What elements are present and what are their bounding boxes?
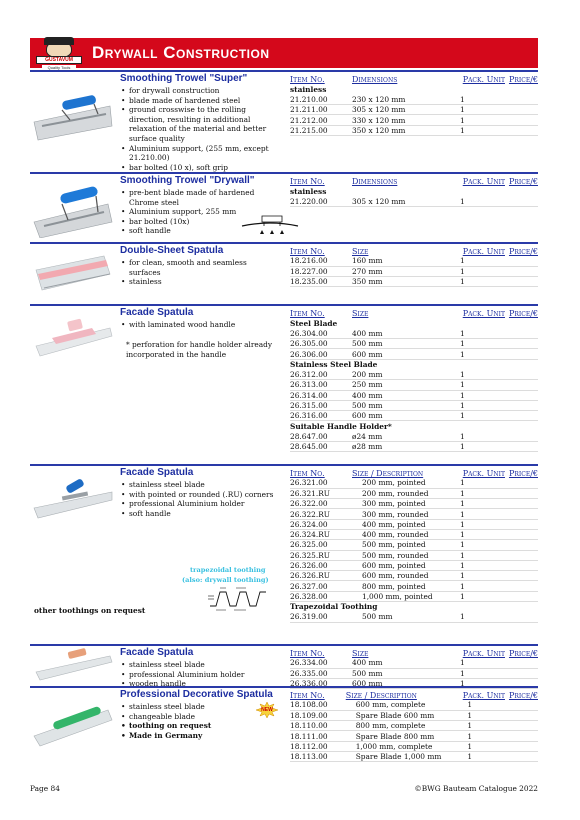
item-size: 300 mm, pointed — [352, 499, 434, 509]
product-section-facade-spatula-wooden — [30, 644, 538, 689]
feature-list — [120, 86, 278, 172]
column-header — [434, 246, 538, 256]
double-sheet-spatula-image — [32, 252, 114, 298]
handle-note: * perforation for handle holder already incorporated in the handle — [126, 340, 273, 359]
pack-unit: 1 — [434, 339, 538, 349]
item-number: 18.110.00 — [290, 721, 346, 731]
product-title: Smoothing Trowel "Super" — [120, 73, 248, 84]
item-number: 26.326.RU — [290, 571, 352, 581]
item-size: 1,000 mm, pointed — [352, 591, 434, 601]
item-size: 800 mm, complete — [346, 721, 442, 731]
column-header: Size — [352, 246, 369, 256]
item-size: 500 mm — [352, 339, 434, 349]
item-number: 26.316.00 — [290, 411, 352, 421]
column-header-price: Price/€ — [508, 74, 538, 84]
table-row — [290, 442, 538, 452]
pack-unit: 1 — [441, 721, 538, 731]
item-size: 300 mm, rounded — [352, 509, 434, 519]
item-size: 400 mm, pointed — [352, 519, 434, 529]
column-header — [434, 74, 538, 84]
table-row — [290, 400, 538, 410]
spec-table-header — [290, 176, 538, 186]
pack-unit: 1 — [441, 710, 538, 720]
product-section-facade-spatula-aluminium — [30, 464, 538, 644]
table-row — [290, 550, 538, 560]
column-header: Item No. — [290, 308, 325, 318]
pack-unit: 1 — [434, 400, 538, 410]
facade-spatula-wooden-image — [32, 648, 114, 686]
column-header: Item No. — [290, 690, 325, 700]
column-header-price: Price/€ — [508, 648, 538, 658]
table-row — [290, 196, 538, 206]
trapezoidal-toothing-diagram — [206, 586, 270, 612]
item-size: 600 mm — [352, 679, 434, 689]
product-title: Facade Spatula — [120, 467, 194, 478]
table-row — [290, 380, 538, 390]
facade-spatula-wood-image — [32, 316, 114, 368]
pack-unit: 1 — [441, 700, 538, 710]
pack-unit: 1 — [434, 509, 538, 519]
item-size: Spare Blade 600 mm — [346, 710, 442, 720]
table-row — [290, 751, 538, 761]
product-title: Professional Decorative Spatula — [120, 689, 273, 700]
facade-spatula-aluminium-image — [32, 476, 114, 528]
item-size: 200 mm — [352, 369, 434, 379]
table-row — [290, 390, 538, 400]
subgroup-label: stainless — [290, 186, 327, 196]
feature-list — [120, 480, 278, 518]
table-row — [290, 731, 538, 741]
feature-item: • stainless steel blade — [120, 480, 278, 490]
pack-unit: 1 — [434, 125, 538, 135]
pack-unit: 1 — [434, 115, 538, 125]
spec-table — [290, 176, 538, 207]
table-row — [290, 499, 538, 509]
feature-item: • professional Aluminium holder — [120, 499, 278, 509]
item-number: 26.305.00 — [290, 339, 352, 349]
feature-list — [120, 702, 278, 740]
pack-unit: 1 — [434, 196, 538, 206]
item-size: 500 mm — [352, 612, 434, 622]
table-row — [290, 359, 538, 369]
pack-unit: 1 — [434, 560, 538, 570]
item-size: 600 mm — [352, 349, 434, 359]
item-number: 26.321.00 — [290, 478, 352, 488]
item-number: 26.328.00 — [290, 591, 352, 601]
table-row — [290, 339, 538, 349]
pack-unit: 1 — [434, 431, 538, 441]
item-size: 600 mm, pointed — [352, 560, 434, 570]
feature-item: • blade made of hardened steel — [120, 96, 278, 106]
feature-item: • stainless steel blade — [120, 702, 278, 712]
item-size: ø28 mm — [352, 442, 434, 452]
item-size: 600 mm, rounded — [352, 571, 434, 581]
column-header — [434, 648, 538, 658]
feature-item: • soft handle — [120, 226, 278, 236]
item-number: 18.235.00 — [290, 277, 352, 287]
feature-item: • for clean, smooth and seamless surfaces — [120, 258, 278, 277]
product-title: Facade Spatula — [120, 647, 194, 658]
table-row — [290, 612, 538, 622]
pack-unit: 1 — [434, 349, 538, 359]
item-size: 1,000 mm, complete — [346, 741, 442, 751]
pack-unit: 1 — [434, 369, 538, 379]
brand-logo — [36, 38, 82, 72]
spec-table-header — [290, 648, 538, 658]
pack-unit: 1 — [434, 612, 538, 622]
item-number: 26.322.RU — [290, 509, 352, 519]
table-row — [290, 369, 538, 379]
item-size: 160 mm — [352, 256, 434, 266]
column-header: Item No. — [290, 246, 325, 256]
item-size: 305 x 120 mm — [352, 196, 434, 206]
column-header-price: Price/€ — [508, 308, 538, 318]
table-row — [290, 721, 538, 731]
toothing-label-sub: (also: drywall toothing) — [182, 576, 269, 584]
page-header — [30, 38, 538, 68]
logo-hat — [44, 37, 74, 45]
column-header: Item No. — [290, 468, 325, 478]
item-number: 26.325.RU — [290, 550, 352, 560]
column-header: Size — [352, 308, 369, 318]
pack-unit: 1 — [434, 581, 538, 591]
item-number: 18.227.00 — [290, 266, 352, 276]
item-number: 28.645.00 — [290, 442, 352, 452]
table-row — [290, 421, 538, 431]
table-row — [290, 431, 538, 441]
item-size: 230 x 120 mm — [352, 94, 434, 104]
item-number: 26.335.00 — [290, 668, 352, 678]
item-number: 21.211.00 — [290, 105, 352, 115]
pack-unit: 1 — [434, 679, 538, 689]
item-number: 26.315.00 — [290, 400, 352, 410]
pack-unit: 1 — [434, 658, 538, 668]
item-number: 26.324.00 — [290, 519, 352, 529]
table-row — [290, 266, 538, 276]
pack-unit: 1 — [434, 591, 538, 601]
item-size: 270 mm — [352, 266, 434, 276]
pack-unit: 1 — [441, 741, 538, 751]
feature-item: • pre-bent blade made of hardened Chrome steel — [120, 188, 278, 207]
column-header-pack: Pack. Unit — [462, 690, 505, 700]
drywall-trowel-image — [32, 182, 114, 238]
item-size: 500 mm, rounded — [352, 550, 434, 560]
item-number: 18.108.00 — [290, 700, 346, 710]
pack-unit: 1 — [434, 328, 538, 338]
item-size: 200 mm, pointed — [352, 478, 434, 488]
product-title: Smoothing Trowel "Drywall" — [120, 175, 255, 186]
item-size: 200 mm, rounded — [352, 488, 434, 498]
table-row — [290, 328, 538, 338]
page-title: Drywall Construction — [92, 43, 270, 62]
feature-list — [120, 660, 278, 689]
column-header-pack: Pack. Unit — [462, 176, 505, 186]
item-size: 350 mm — [352, 277, 434, 287]
spec-table — [290, 74, 538, 136]
item-size: Spare Blade 800 mm — [346, 731, 442, 741]
feature-item: • bar bolted (10 x), soft grip — [120, 163, 278, 173]
column-header — [434, 468, 538, 478]
feature-item: • toothing on request — [120, 721, 278, 731]
feature-item: • wooden handle — [120, 679, 278, 689]
toothing-label: trapezoidal toothing — [190, 566, 266, 574]
item-number: 26.324.RU — [290, 529, 352, 539]
item-number: 21.212.00 — [290, 115, 352, 125]
pack-unit: 1 — [434, 519, 538, 529]
column-header: Dimensions — [352, 176, 398, 186]
feature-item: • with laminated wood handle — [120, 320, 278, 330]
table-row — [290, 591, 538, 601]
feature-item: • stainless steel blade — [120, 660, 278, 670]
pack-unit: 1 — [434, 277, 538, 287]
item-size: 400 mm — [352, 658, 434, 668]
table-row — [290, 478, 538, 488]
item-number: 18.216.00 — [290, 256, 352, 266]
product-section-smoothing-trowel-super — [30, 70, 538, 172]
item-number: 26.304.00 — [290, 328, 352, 338]
item-number: 26.306.00 — [290, 349, 352, 359]
item-size: 330 x 120 mm — [352, 115, 434, 125]
item-number: 21.215.00 — [290, 125, 352, 135]
feature-list — [120, 258, 278, 287]
feature-item: • bar bolted (10x) — [120, 217, 278, 227]
item-size: 400 mm — [352, 328, 434, 338]
item-size: 250 mm — [352, 380, 434, 390]
table-row — [290, 411, 538, 421]
item-number: 26.336.00 — [290, 679, 352, 689]
table-row — [290, 84, 538, 94]
column-header — [434, 176, 538, 186]
product-section-double-sheet-spatula — [30, 242, 538, 304]
item-size: 400 mm, rounded — [352, 529, 434, 539]
column-header-pack: Pack. Unit — [462, 308, 505, 318]
new-badge — [256, 702, 278, 718]
pack-unit: 1 — [434, 105, 538, 115]
column-header-pack: Pack. Unit — [462, 246, 505, 256]
table-row — [290, 105, 538, 115]
table-row — [290, 94, 538, 104]
feature-list — [120, 320, 278, 330]
table-row — [290, 186, 538, 196]
product-title: Double-Sheet Spatula — [120, 245, 224, 256]
table-row — [290, 318, 538, 328]
pack-unit: 1 — [434, 488, 538, 498]
item-size: Spare Blade 1,000 mm — [346, 751, 442, 761]
table-row — [290, 560, 538, 570]
table-row — [290, 571, 538, 581]
item-number: 26.321.RU — [290, 488, 352, 498]
spec-table — [290, 648, 538, 689]
page-number: Page 84 — [30, 784, 60, 793]
item-number: 18.112.00 — [290, 741, 346, 751]
column-header-pack: Pack. Unit — [462, 74, 505, 84]
spec-table-header — [290, 74, 538, 84]
item-number: 18.113.00 — [290, 751, 346, 761]
feature-item: • stainless — [120, 277, 278, 287]
item-number: 26.313.00 — [290, 380, 352, 390]
item-number: 26.319.00 — [290, 612, 352, 622]
feature-item: • ground crosswise to the rolling direction, resulting in additional relaxation of the material and better surface quality — [120, 105, 278, 143]
item-size: 400 mm — [352, 390, 434, 400]
product-section-smoothing-trowel-drywall — [30, 172, 538, 242]
pack-unit: 1 — [434, 668, 538, 678]
item-number: 26.327.00 — [290, 581, 352, 591]
spec-table-header — [290, 690, 538, 700]
new-badge-label: NEW — [261, 707, 273, 713]
pack-unit: 1 — [434, 478, 538, 488]
item-size: 600 mm, complete — [346, 700, 442, 710]
product-title: Facade Spatula — [120, 307, 194, 318]
table-row — [290, 602, 538, 612]
spec-table — [290, 468, 538, 623]
item-size: 500 mm — [352, 400, 434, 410]
column-header-pack: Pack. Unit — [462, 468, 505, 478]
subgroup-label: Trapezoidal Toothing — [290, 602, 378, 612]
table-row — [290, 277, 538, 287]
bent-blade-diagram — [240, 210, 302, 236]
pack-unit: 1 — [434, 256, 538, 266]
feature-item: • Made in Germany — [120, 731, 278, 741]
item-size: 500 mm, pointed — [352, 540, 434, 550]
feature-item: • soft handle — [120, 509, 278, 519]
item-number: 26.322.00 — [290, 499, 352, 509]
column-header: Size / Description — [345, 690, 417, 700]
feature-item: • with pointed or rounded (.RU) corners — [120, 490, 278, 500]
column-header-price: Price/€ — [508, 468, 538, 478]
pack-unit: 1 — [434, 411, 538, 421]
spec-table-header — [290, 468, 538, 478]
smoothing-trowel-image — [32, 86, 114, 141]
spec-table-header — [290, 246, 538, 256]
feature-item: • changeable blade — [120, 712, 278, 722]
table-row — [290, 256, 538, 266]
item-size: ø24 mm — [352, 431, 434, 441]
table-row — [290, 115, 538, 125]
item-number: 26.314.00 — [290, 390, 352, 400]
pack-unit: 1 — [441, 731, 538, 741]
product-section-professional-decorative-spatula — [30, 686, 538, 766]
table-row — [290, 710, 538, 720]
subgroup-label: stainless — [290, 84, 327, 94]
pack-unit: 1 — [434, 499, 538, 509]
pack-unit: 1 — [434, 550, 538, 560]
product-section-facade-spatula-wood — [30, 304, 538, 464]
pack-unit: 1 — [434, 571, 538, 581]
item-number: 21.210.00 — [290, 94, 352, 104]
table-row — [290, 509, 538, 519]
subgroup-label: Stainless Steel Blade — [290, 360, 378, 370]
item-number: 26.312.00 — [290, 369, 352, 379]
item-number: 26.326.00 — [290, 560, 352, 570]
table-row — [290, 668, 538, 678]
pack-unit: 1 — [434, 540, 538, 550]
table-row — [290, 700, 538, 710]
item-number: 18.111.00 — [290, 731, 346, 741]
feature-item: • for drywall construction — [120, 86, 278, 96]
item-size: 350 x 120 mm — [352, 125, 434, 135]
table-row — [290, 125, 538, 135]
table-row — [290, 658, 538, 668]
pack-unit: 1 — [434, 390, 538, 400]
subgroup-label: Suitable Handle Holder* — [290, 421, 392, 431]
pack-unit: 1 — [434, 94, 538, 104]
pack-unit: 1 — [441, 751, 538, 761]
column-header — [441, 690, 538, 700]
pack-unit: 1 — [434, 442, 538, 452]
column-header: Item No. — [290, 648, 325, 658]
spec-table-header — [290, 308, 538, 318]
other-toothings-note: other toothings on request — [34, 606, 146, 615]
table-row — [290, 741, 538, 751]
subgroup-label: Steel Blade — [290, 318, 338, 328]
table-row — [290, 488, 538, 498]
decorative-spatula-image — [32, 692, 114, 748]
table-row — [290, 529, 538, 539]
item-size: 800 mm, pointed — [352, 581, 434, 591]
item-number: 28.647.00 — [290, 431, 352, 441]
table-row — [290, 519, 538, 529]
item-size: 305 x 120 mm — [352, 105, 434, 115]
logo-subtitle: Quality Tools — [42, 65, 76, 70]
item-number: 21.220.00 — [290, 196, 352, 206]
column-header: Size — [352, 648, 369, 658]
spec-table — [290, 690, 538, 762]
spec-table — [290, 246, 538, 287]
copyright: ©BWG Bauteam Catalogue 2022 — [414, 784, 538, 793]
item-number: 26.325.00 — [290, 540, 352, 550]
item-number: 26.334.00 — [290, 658, 352, 668]
pack-unit: 1 — [434, 266, 538, 276]
table-row — [290, 540, 538, 550]
table-row — [290, 581, 538, 591]
column-header-pack: Pack. Unit — [462, 648, 505, 658]
column-header — [434, 308, 538, 318]
column-header: Size / Description — [352, 468, 424, 478]
column-header: Item No. — [290, 176, 325, 186]
column-header-price: Price/€ — [508, 690, 538, 700]
item-size: 500 mm — [352, 668, 434, 678]
column-header: Item No. — [290, 74, 325, 84]
column-header-price: Price/€ — [508, 246, 538, 256]
item-number: 18.109.00 — [290, 710, 346, 720]
feature-item: • Aluminium support, 255 mm — [120, 207, 278, 217]
feature-item: • professional Aluminium holder — [120, 670, 278, 680]
feature-item: • Aluminium support, (255 mm, except 21.210.00) — [120, 144, 278, 163]
item-size: 600 mm — [352, 411, 434, 421]
column-header: Dimensions — [352, 74, 398, 84]
logo-ribbon: GUSTAVUM — [36, 56, 82, 64]
column-header-price: Price/€ — [508, 176, 538, 186]
pack-unit: 1 — [434, 380, 538, 390]
pack-unit: 1 — [434, 529, 538, 539]
spec-table — [290, 308, 538, 452]
table-row — [290, 349, 538, 359]
